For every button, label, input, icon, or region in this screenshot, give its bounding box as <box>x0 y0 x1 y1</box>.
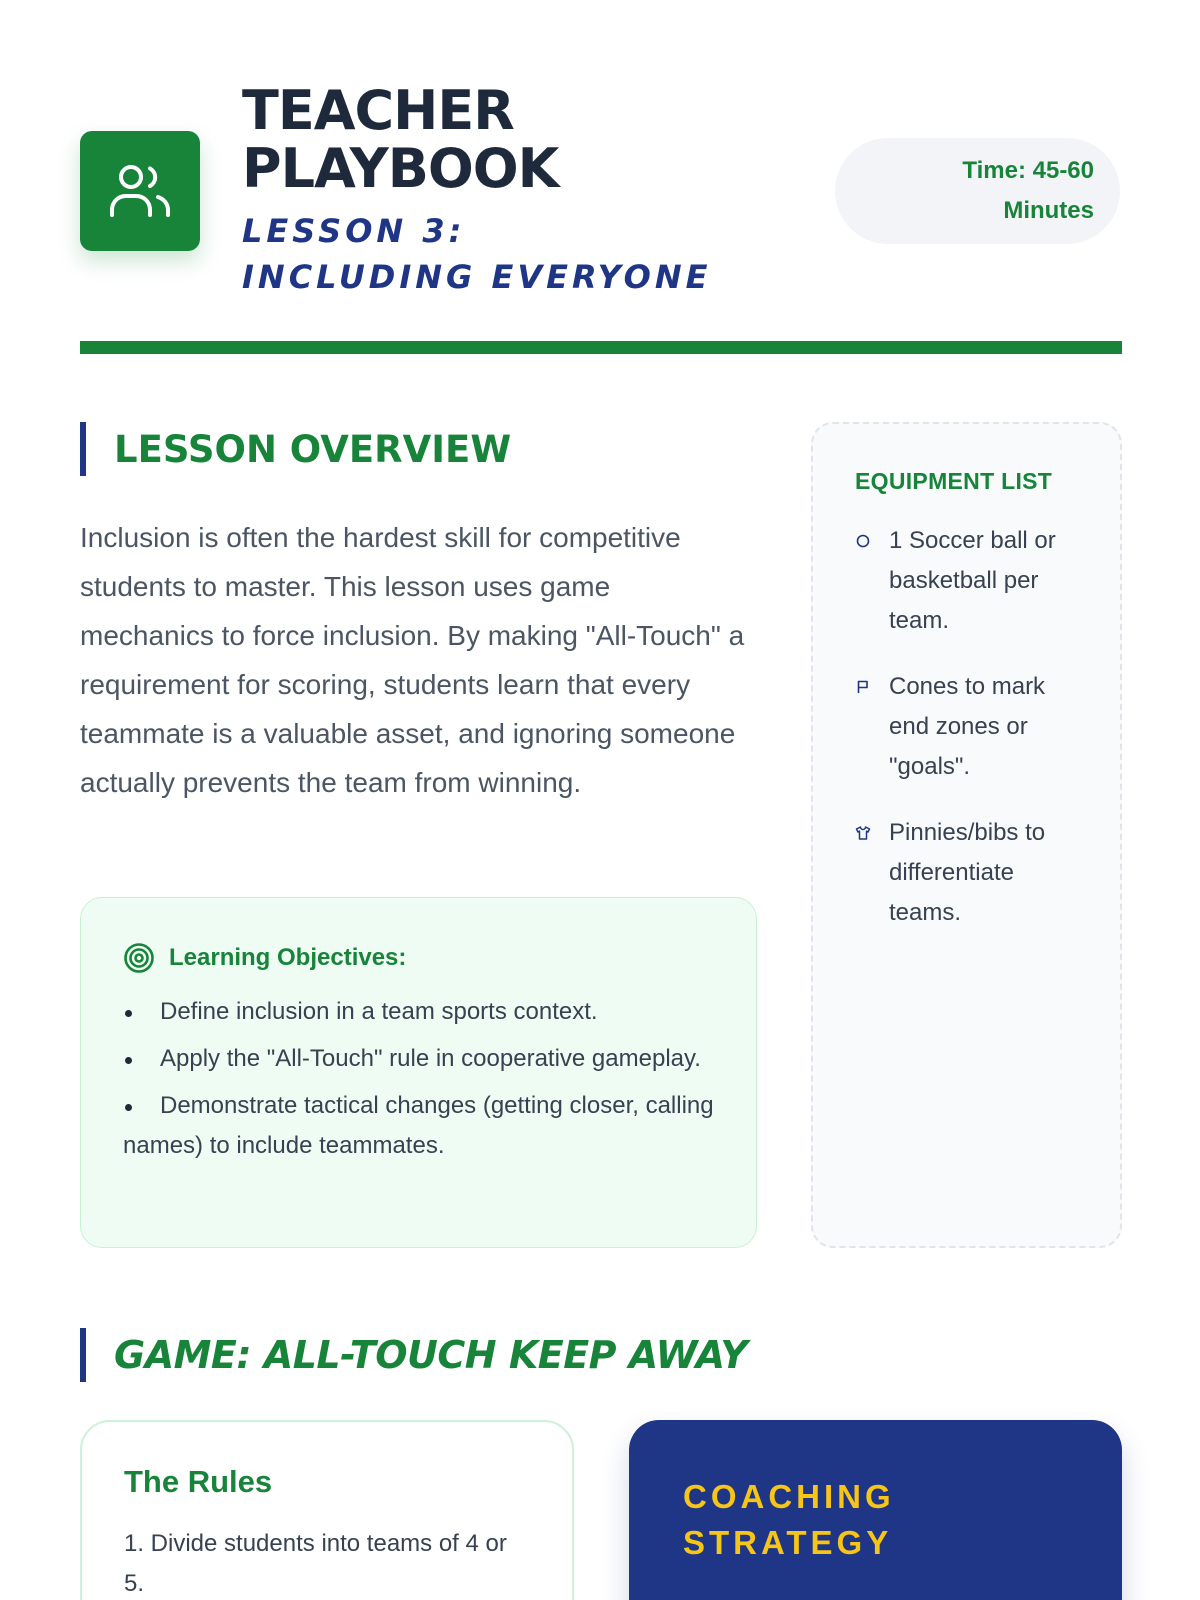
coaching-title: COACHING STRATEGY <box>683 1478 895 1561</box>
users-icon <box>109 162 171 220</box>
time-label: Time: 45-60 Minutes <box>962 157 1094 224</box>
page-title: TEACHER PLAYBOOK <box>242 79 559 200</box>
rules-title: The Rules <box>124 1464 273 1499</box>
equipment-item-text: Cones to mark end zones or "goals". <box>889 673 1046 780</box>
lesson-subtitle: LESSON 3: INCLUDING EVERYONE <box>242 212 712 296</box>
game-title: GAME: ALL-TOUCH KEEP AWAY <box>114 1333 748 1377</box>
learning-objectives-box <box>80 897 757 1248</box>
equipment-panel <box>811 422 1122 1248</box>
objective-item: Demonstrate tactical changes (getting closer, calling names) to include teammates. <box>123 1086 716 1166</box>
overview-title: LESSON OVERVIEW <box>114 427 512 471</box>
equipment-item <box>855 667 1090 787</box>
objectives-heading: Learning Objectives: <box>169 944 407 971</box>
objectives-header <box>123 942 716 974</box>
flag-icon <box>855 679 871 695</box>
equipment-item <box>855 521 1090 641</box>
equipment-heading: EQUIPMENT LIST <box>855 468 1053 494</box>
time-badge <box>835 138 1120 244</box>
coaching-strategy-card <box>629 1420 1122 1600</box>
logo-badge <box>80 131 200 251</box>
objectives-list <box>123 992 716 1166</box>
overview-paragraph: Inclusion is often the hardest skill for competitive students to master. This lesson uses game mechanics to force inclusion. By making "All-Touch" a requirement for scoring, students learn that every teammate is a valuable asset, and ignoring someone actually prevents the team from winning. <box>80 522 745 798</box>
objective-item: Define inclusion in a team sports context. <box>123 992 716 1032</box>
header-divider <box>80 341 1122 354</box>
equipment-item <box>855 813 1090 933</box>
game-heading <box>80 1328 747 1382</box>
ball-icon <box>855 533 871 549</box>
page-header <box>80 79 1120 302</box>
overview-heading <box>80 422 511 476</box>
equipment-item-text: 1 Soccer ball or basketball per team. <box>889 527 1056 634</box>
rule-item: 1. Divide students into teams of 4 or 5. <box>124 1530 507 1597</box>
rules-card <box>80 1420 574 1600</box>
target-icon <box>123 942 155 974</box>
shirt-icon <box>855 825 871 841</box>
objective-item: Apply the "All-Touch" rule in cooperative gameplay. <box>123 1039 716 1079</box>
equipment-item-text: Pinnies/bibs to differentiate teams. <box>889 819 1046 926</box>
